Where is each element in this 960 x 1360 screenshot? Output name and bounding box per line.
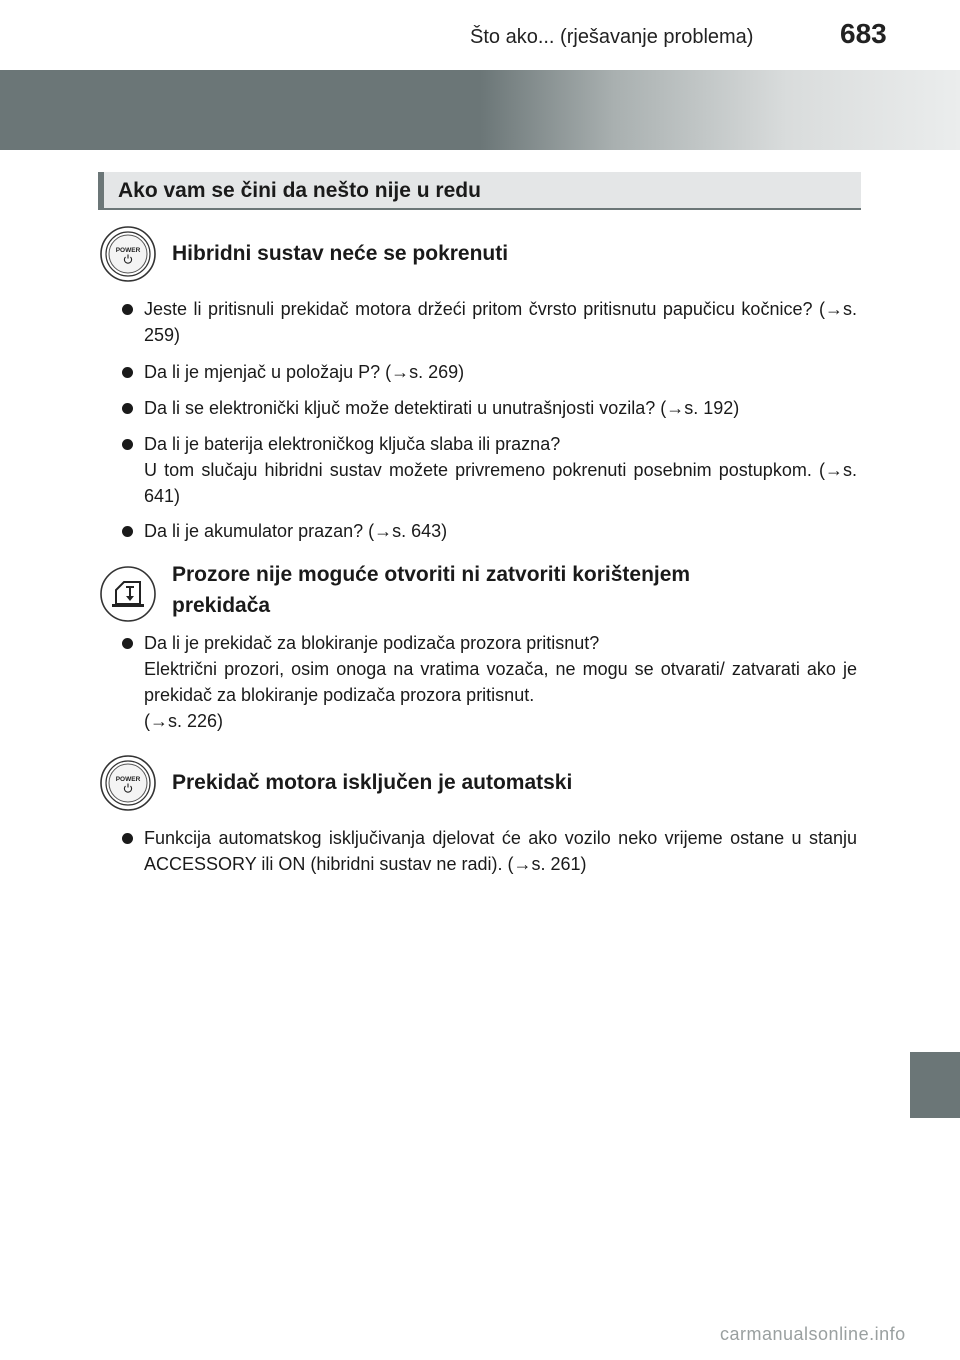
- list-item: [122, 825, 857, 877]
- bullet-text: U tom slučaju hibridni sustav možete privremeno pokrenuti posebnim postupkom. (→s. 641): [144, 460, 857, 506]
- bullet-text: (→s. 226): [144, 711, 224, 731]
- bullet-dot: [122, 833, 133, 844]
- list-item: [122, 296, 857, 348]
- power-button-icon: [100, 755, 156, 811]
- bullet-text: Da li je mjenjač u položaju P? (→s. 269): [144, 362, 465, 382]
- icon-label: POWER: [115, 776, 141, 783]
- section-box: [98, 172, 861, 210]
- list-item: [122, 395, 857, 421]
- window-lock-switch-icon: [100, 566, 156, 622]
- bullet-text: Da li je baterija elektroničkog ključa slaba ili prazna?: [144, 434, 561, 454]
- bullet-text: Da li je prekidač za blokiranje podizača prozora pritisnut?: [144, 633, 600, 653]
- watermark: carmanualsonline.info: [720, 1324, 906, 1344]
- bullet-text: Da li se elektronički ključ može detektirati u unutrašnjosti vozila? (→s. 192): [144, 398, 740, 418]
- bullet-dot: [122, 367, 133, 378]
- bullet-dot: [122, 526, 133, 537]
- bullet-dot: [122, 304, 133, 315]
- page-number: 683: [840, 18, 887, 49]
- subheading-line: prekidača: [172, 594, 271, 617]
- bullet-text: Jeste li pritisnuli prekidač motora držeći pritom čvrsto pritisnutu papučicu kočnice? (→s. 259): [144, 299, 857, 345]
- subheading-auto-off: Prekidač motora isključen je automatski: [172, 771, 573, 794]
- section-title: Ako vam se čini da nešto nije u redu: [118, 179, 481, 202]
- subheading-line: Prozore nije moguće otvoriti ni zatvoriti korištenjem: [172, 563, 691, 586]
- bullet-text: Funkcija automatskog isključivanja djelovat će ako vozilo neko vrijeme ostane u stanju ACCESSORY ili ON (hibridni sustav ne radi). (→s. 261): [144, 828, 857, 874]
- bullet-dot: [122, 403, 133, 414]
- subheading-hybrid-start: Hibridni sustav neće se pokrenuti: [172, 242, 509, 265]
- list-item: [122, 359, 857, 385]
- header-band: [0, 70, 960, 150]
- list-item: [122, 630, 857, 734]
- list-item: [122, 431, 857, 509]
- bullet-text: Električni prozori, osim onoga na vratima vozača, ne mogu se otvarati/ zatvarati ako je prekidač za blokiranje podizača prozora pritisnut.: [144, 659, 857, 705]
- list-item: [122, 518, 857, 544]
- side-tab: [910, 1052, 960, 1118]
- power-button-icon: [100, 226, 156, 282]
- header-title: Što ako... (rješavanje problema): [470, 26, 754, 48]
- subheading-windows: [172, 559, 862, 621]
- bullet-dot: [122, 638, 133, 649]
- bullet-text: Da li je akumulator prazan? (→s. 643): [144, 521, 448, 541]
- bullet-dot: [122, 439, 133, 450]
- icon-label: POWER: [115, 247, 141, 254]
